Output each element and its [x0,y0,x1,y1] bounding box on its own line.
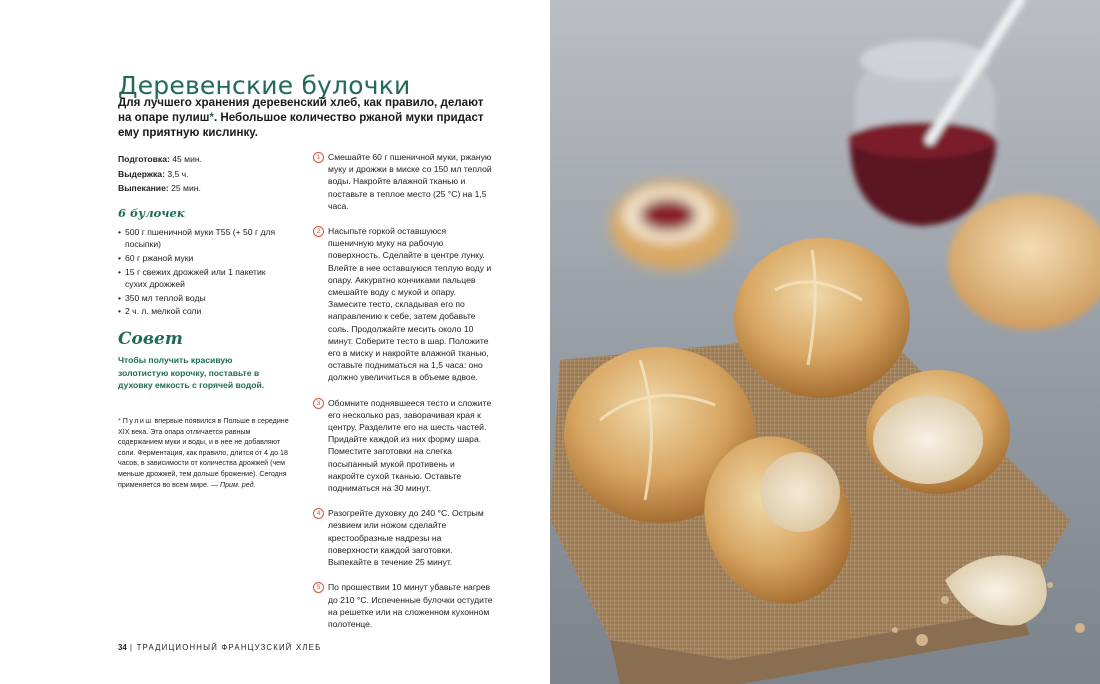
footnote-mark: * [209,111,214,124]
footnote-text: впервые появился в Польше в середине XIX века. Эта опара отличается равным содержанием муки и воды, и в нее не добавляют соли. Ферментация, как правило, длится от 4 до 18 часов, в зависимости от количества дрожжей (чем меньше дрожжей, тем дольше брожение). Сегодня применяется во всем мире. — [118,417,289,489]
step-number-badge: 2 [313,226,324,237]
tip-text: Чтобы получить красивую золотистую корочку, поставьте в духовку емкость с горячей водой. [118,355,265,390]
prep-time [118,152,202,167]
prep-time-label: Подготовка: [118,154,170,164]
recipe-title: Деревенские булочки [118,70,411,100]
rest-time-value: 3,5 ч. [164,168,189,179]
rest-time-label: Выдержка: [118,168,165,179]
intro-text: Для лучшего хранения деревенский хлеб, как правило, делают на опаре пулиш [118,96,484,124]
step-item [313,397,493,495]
yield-heading: 6 булочек [118,206,185,220]
step-item [313,225,493,384]
step-number-badge: 5 [313,582,324,593]
footer-separator: | [126,643,137,652]
recipe-intro [118,95,498,140]
step-text: Насыпьте горкой оставшуюся пшеничную муку на рабочую поверхность. Сделайте в центре лунку. Влейте в нее оставшуюся теплую воду и опару. Аккуратно кончиками пальцев смешайте воду с мукой и опару. Замесите тесто, складывая его по направлению к себе, затем добавьте соль. Продолжайте месить около 10 минут. Соберите тесто в шар. Положите его в миску и накройте влажной тканью, оставьте подниматься на 1,5 часа: оно должно увеличиться в объеме вдвое. [328,226,492,383]
page-footer [118,643,321,652]
footnote [118,416,293,490]
step-item [313,581,493,630]
prep-time-value: 45 мин. [169,154,203,164]
middle-roll [734,238,910,398]
rest-time [118,167,202,182]
ingredient-item: • 15 г свежих дрожжей или 1 пакетик сухих дрожжей [118,266,288,291]
intro-text-tail: . Небольшое количество ржаной муки придаст ему приятную кислинку. [118,111,484,139]
ingredient-item: • 350 мл теплой воды [118,292,288,304]
bake-time-value: 25 мин. [168,183,201,193]
footnote-term: Пулиш [122,417,153,425]
jam-roll-half [610,180,734,270]
bread-rolls-photo [550,0,1100,684]
ingredient-item: • 500 г пшеничной муки Т55 (+ 50 г для посыпки) [118,226,288,251]
step-number-badge: 3 [313,398,324,409]
footnote-asterisk: * [118,417,123,425]
ingredient-item: • 2 ч. л. мелкой соли [118,305,288,317]
section-name: ТРАДИЦИОННЫЙ ФРАНЦУЗСКИЙ ХЛЕБ [136,643,322,652]
tip-heading: Совет [118,329,183,349]
step-text: Разогрейте духовку до 240 °C. Острым лезвием или ножом сделайте крестообразные надрезы на поверхности каждой заготовки. Выпекайте в течение 25 минут. [328,508,484,568]
time-info [118,152,202,196]
footnote-editor-note: Прим. ред. [219,480,256,489]
step-text: По прошествии 10 минут убавьте нагрев до 210 °C. Испеченные булочки остудите на решетке или на сложенном кухонном полотенце. [328,582,493,629]
step-number-badge: 4 [313,508,324,519]
step-item [313,151,493,212]
torn-roll [866,370,1010,494]
page-number: 34 [118,643,127,652]
bake-time-label: Выпекание: [118,183,169,193]
step-text: Смешайте 60 г пшеничной муки, ржаную муку и дрожжи в миске со 150 мл теплой воды. Накройте влажной тканью и поставьте в теплое место (25 °C) на 1,5 часа. [328,152,492,211]
step-number-badge: 1 [313,152,324,163]
ingredients-list [118,226,288,319]
steps-list [313,151,493,630]
photo-illustration [550,0,1100,684]
step-text: Обомните поднявшееся тесто и сложите его несколько раз, заворачивая края к центру. Разделите его на шесть частей. Придайте каждой из них форму шара. Поместите заготовки на слегка посыпанный мукой противень и накройте сухой тканью. Оставьте подниматься на 30 минут. [328,397,492,494]
step-item [313,507,493,568]
bake-time [118,181,202,196]
ingredient-item: • 60 г ржаной муки [118,252,288,264]
